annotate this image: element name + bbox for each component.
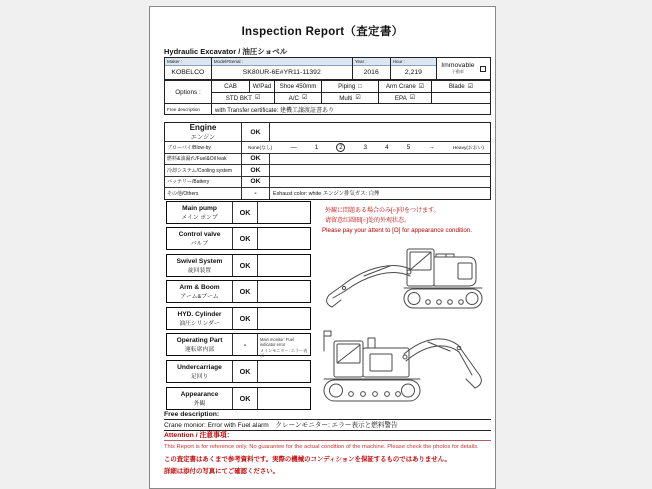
- hour-cell: [391, 58, 438, 79]
- others-row: その他/Others - Exhaust color: white エンジン排気ガス: 白煙: [165, 187, 490, 199]
- arm-crane-checkbox[interactable]: ☑: [418, 83, 425, 90]
- cooling-row: 冷却システム/Cooling system OK: [165, 164, 490, 176]
- blowby-tick-dash: —: [290, 143, 297, 151]
- appearance-note-jp: 外観に問題ある場合のみ[○]印をつけます。: [325, 208, 440, 214]
- item-undercarriage: Undercarriage 足回り OK: [166, 360, 311, 383]
- option-epa: EPA ☑: [379, 93, 432, 103]
- blowby-none-cap: None(なし): [248, 145, 273, 151]
- option-std-bkt: STD BKT ☑: [212, 93, 275, 103]
- attention-heading: Attention / 注意事項：: [164, 431, 491, 441]
- options-free-description-row: [165, 103, 490, 114]
- machine-type-heading: Hydraulic Excavator / 油圧ショベル: [164, 47, 288, 56]
- option-ac: A/C ☑: [275, 93, 322, 103]
- status-cell: OK: [233, 308, 258, 329]
- engine-table: [164, 122, 491, 200]
- attention-text-en: This Report is for reference only. No guarantee for the actual condition of the machine. Please check the photos for details.: [164, 444, 479, 450]
- options-label: Options :: [165, 81, 212, 103]
- year-label: Year :: [353, 58, 390, 66]
- engine-status: OK: [242, 123, 270, 141]
- blowby-row: [165, 141, 490, 153]
- item-operating-part: Operating Part 運転席内部 - Main monitor: Fuel indicator error メインモニター: エラー表示: [166, 333, 311, 356]
- piping-checkbox[interactable]: □: [358, 83, 362, 90]
- machine-info-table: [164, 57, 491, 80]
- hour-label: Hour :: [391, 58, 437, 66]
- inspection-report-page: [149, 6, 496, 489]
- option-arm-crane: Arm Crane ☑: [379, 81, 432, 92]
- options-table: [164, 80, 491, 115]
- attention-text-jp1: この査定書はあくまで参考資料です。実際の機械のコンディションを保証するものではありません。: [164, 455, 451, 463]
- model-serial-cell: [212, 58, 353, 79]
- excavator-drawing-lower: [308, 323, 492, 407]
- status-cell: OK: [233, 228, 258, 249]
- excavator-drawing-upper: [320, 233, 492, 313]
- item-control-valve: Control valve バルブ OK: [166, 227, 311, 250]
- item-hyd-cylinder: HYD. Cylinder 油圧シリンダー OK: [166, 307, 311, 330]
- engine-header-row: [165, 123, 490, 141]
- page-title: Inspection Report（査定書）: [241, 26, 404, 38]
- blowby-tick-4: 4: [385, 143, 389, 151]
- appearance-note-cn: 请留意红圆圈[○]处的外观状态。: [325, 217, 410, 224]
- option-cab: CAB: [212, 81, 250, 92]
- item-appearance: Appearance 外観 OK: [166, 387, 311, 410]
- status-cell: OK: [233, 361, 258, 382]
- std-bkt-checkbox[interactable]: ☑: [254, 95, 261, 101]
- options-row-1: [212, 81, 490, 92]
- multi-checkbox[interactable]: ☑: [355, 95, 361, 101]
- status-cell: OK: [233, 281, 258, 302]
- item-arm-boom: Arm & Boom アーム&ブーム OK: [166, 280, 311, 303]
- item-swivel-system: Swivel System 旋回装置 OK: [166, 254, 311, 277]
- blade-checkbox[interactable]: ☑: [467, 83, 474, 90]
- blowby-tick-1: 1: [314, 143, 319, 151]
- immovable-label: Immovable: [441, 62, 475, 69]
- appearance-note-en: Please pay your attent to [O] for appearance condition.: [322, 227, 472, 234]
- free-description-label: Free description: [165, 104, 212, 114]
- year-cell: [353, 58, 391, 79]
- blowby-tick-arrow: →: [428, 143, 435, 151]
- battery-row: バッテリー/Battery OK: [165, 176, 490, 188]
- crane-monitor-note: Crane monior: Error with Fuel alarm クレーンモニター: エラー表示と燃料警告: [164, 420, 491, 431]
- ac-checkbox[interactable]: ☑: [301, 95, 308, 101]
- blowby-tick-5: 5: [406, 143, 411, 151]
- immovable-sublabel: 不動車: [451, 69, 464, 74]
- option-shoe: Shoe 450mm: [275, 81, 322, 92]
- engine-title-jp: エンジン: [190, 134, 216, 141]
- footer-section: [164, 410, 491, 475]
- option-wpad: W/Pad: [250, 81, 275, 92]
- blowby-scale: [242, 142, 490, 153]
- blowby-tick-2-selected: 2: [336, 143, 345, 152]
- appearance-note: [322, 207, 492, 236]
- engine-title-en: Engine: [189, 123, 217, 132]
- options-row-2: [212, 92, 490, 103]
- status-cell: OK: [233, 388, 258, 409]
- blowby-label: ブローバイ/Blow-by: [165, 142, 242, 153]
- option-multi: Multi ☑: [322, 93, 379, 103]
- option-blade: Blade ☑: [448, 83, 474, 90]
- item-main-pump: Main pump メイン ポンプ OK: [166, 201, 311, 224]
- immovable-cell: [437, 58, 490, 79]
- maker-label: Maker :: [165, 58, 211, 66]
- free-description-value: with Transfer certificate: 建機工譲渡証書あり: [215, 107, 335, 114]
- fuel-oil-row: 燃料&油漏れ/Fuel&Oil leak OK: [165, 153, 490, 165]
- status-cell: OK: [233, 202, 258, 223]
- status-cell: OK: [233, 255, 258, 276]
- epa-checkbox[interactable]: ☑: [409, 95, 416, 101]
- maker-cell: [165, 58, 212, 79]
- option-empty: [432, 93, 490, 103]
- status-cell: -: [233, 334, 258, 355]
- year-value: 2016: [363, 69, 379, 76]
- blowby-tick-3: 3: [363, 143, 368, 151]
- attention-text-jp2: 詳細は添付の写真にてご確認ください。: [164, 468, 280, 475]
- blowby-heavy-cap: Heavy(おおい): [452, 145, 484, 151]
- option-piping: Piping □: [322, 81, 379, 92]
- immovable-checkbox[interactable]: [480, 66, 486, 72]
- maker-value: KOBELCO: [171, 69, 205, 76]
- model-serial-value: SK80UR-6E#YR11-11392: [242, 69, 321, 76]
- hour-value: 2,219: [404, 69, 422, 76]
- footer-free-description-label: Free description:: [164, 410, 491, 420]
- model-serial-label: Model#Serial :: [212, 58, 352, 66]
